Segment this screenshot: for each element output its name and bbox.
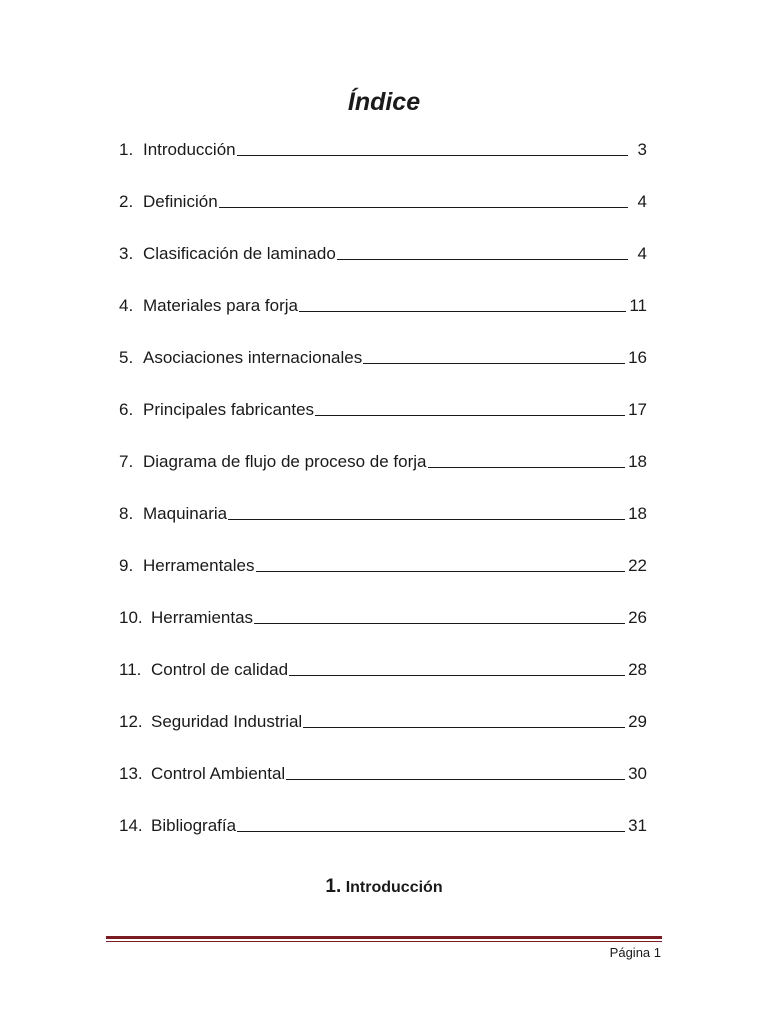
toc-item-number: 7. xyxy=(119,452,134,471)
toc-item xyxy=(119,500,647,524)
toc-item-page: 30 xyxy=(628,764,647,783)
toc-item xyxy=(119,240,647,264)
toc-item-number: 13. xyxy=(119,764,143,783)
toc-item-number: 14. xyxy=(119,816,143,835)
toc-item-number: 5. xyxy=(119,348,134,367)
toc-item-number: 12. xyxy=(119,712,143,731)
toc-leader-line xyxy=(303,727,625,728)
toc-item-page: 3 xyxy=(637,140,647,159)
toc-leader-line xyxy=(237,831,625,832)
toc-item-label: Control de calidad xyxy=(151,660,289,679)
toc-leader-line xyxy=(256,571,626,572)
toc-leader-line xyxy=(219,207,628,208)
toc-item xyxy=(119,396,647,420)
toc-item-number: 9. xyxy=(119,556,134,575)
toc-item-number: 11. xyxy=(119,660,142,679)
toc-leader-line xyxy=(289,675,625,676)
toc-item xyxy=(119,448,647,472)
toc-item-label: Seguridad Industrial xyxy=(151,712,303,731)
toc-item-number: 8. xyxy=(119,504,134,523)
toc-leader-line xyxy=(228,519,625,520)
section-heading xyxy=(0,876,768,898)
toc-item xyxy=(119,656,647,680)
toc-leader-line xyxy=(299,311,626,312)
toc-leader-line xyxy=(254,623,625,624)
toc-item-label: Herramientas xyxy=(151,608,254,627)
toc-item-page: 4 xyxy=(637,244,647,263)
section-heading-number: 1. xyxy=(325,876,342,897)
toc-item xyxy=(119,760,647,784)
toc-item xyxy=(119,344,647,368)
toc-leader-line xyxy=(315,415,625,416)
toc-item-label: Materiales para forja xyxy=(143,296,298,315)
toc-item xyxy=(119,812,647,836)
page-title: Índice xyxy=(347,88,421,116)
toc-item xyxy=(119,552,647,576)
toc-item-label: Definición xyxy=(143,192,218,211)
toc-item-label: Introducción xyxy=(143,140,236,159)
toc-item-label: Maquinaria xyxy=(143,504,228,523)
toc-item-number: 6. xyxy=(119,400,134,419)
toc-item xyxy=(119,708,647,732)
toc-item-number: 2. xyxy=(119,192,134,211)
toc-item-page: 17 xyxy=(628,400,647,419)
toc-leader-line xyxy=(286,779,625,780)
toc-leader-line xyxy=(363,363,625,364)
footer-page-number: Página 1 xyxy=(609,945,661,960)
toc-item-number: 1. xyxy=(119,140,134,159)
toc-item-page: 11 xyxy=(629,296,647,315)
toc-item xyxy=(119,136,647,160)
toc-item xyxy=(119,188,647,212)
toc-item xyxy=(119,604,647,628)
toc-item-label: Diagrama de flujo de proceso de forja xyxy=(143,452,427,471)
toc-leader-line xyxy=(337,259,628,260)
toc-item-label: Bibliografía xyxy=(151,816,237,835)
footer-divider xyxy=(106,936,662,942)
toc-item-label: Control Ambiental xyxy=(151,764,286,783)
toc-item-page: 16 xyxy=(628,348,647,367)
toc-leader-line xyxy=(237,155,628,156)
toc-item-page: 22 xyxy=(628,556,647,575)
toc-item xyxy=(119,292,647,316)
toc-item-label: Clasificación de laminado xyxy=(143,244,336,263)
toc-item-number: 10. xyxy=(119,608,143,627)
toc-item-page: 31 xyxy=(628,816,647,835)
toc-item-label: Herramentales xyxy=(143,556,255,575)
section-heading-text: Introducción xyxy=(345,879,443,896)
toc-item-number: 3. xyxy=(119,244,134,263)
toc-item-page: 26 xyxy=(628,608,647,627)
toc-item-label: Asociaciones internacionales xyxy=(143,348,363,367)
toc-item-page: 28 xyxy=(628,660,647,679)
toc-leader-line xyxy=(428,467,626,468)
toc-item-page: 18 xyxy=(628,504,647,523)
toc-item-page: 29 xyxy=(628,712,647,731)
toc-item-number: 4. xyxy=(119,296,134,315)
toc-item-page: 4 xyxy=(637,192,647,211)
toc-item-label: Principales fabricantes xyxy=(143,400,315,419)
toc-item-page: 18 xyxy=(628,452,647,471)
